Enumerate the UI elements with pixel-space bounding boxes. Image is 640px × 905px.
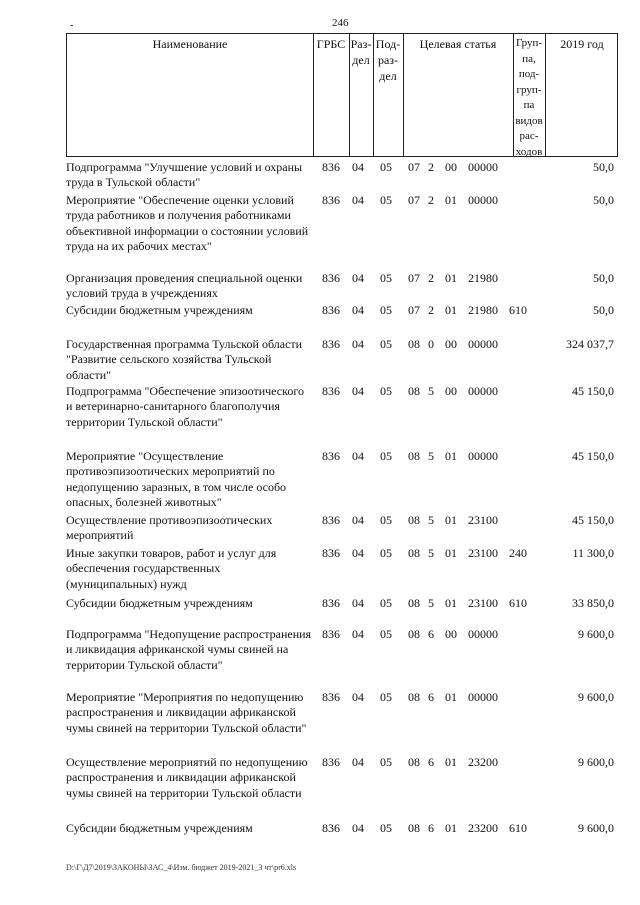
row-name: Государственная программа Тульской области "Развитие сельского хозяйства Тульской области": [66, 337, 303, 382]
row-c3: 01: [445, 513, 457, 527]
row-grbs: 836: [322, 596, 340, 610]
row-amount: 50,0: [593, 160, 614, 174]
header-grbs: ГРБС: [316, 37, 346, 51]
header-razdel: Раз- дел: [350, 37, 372, 67]
row-c3: 01: [445, 755, 457, 769]
row-c1: 07: [408, 303, 420, 317]
row-c2: 6: [428, 755, 434, 769]
row-c1: 08: [408, 821, 420, 835]
row-c2: 5: [428, 513, 434, 527]
table-header: [66, 33, 618, 157]
row-c3: 00: [445, 627, 457, 641]
row-c4: 00000: [468, 627, 498, 641]
row-pr: 05: [380, 449, 392, 463]
row-name: Осуществление противоэпизоотических мероприятий: [66, 513, 273, 543]
row-c1: 07: [408, 160, 420, 174]
row-c1: 08: [408, 546, 420, 560]
row-grbs: 836: [322, 384, 340, 398]
row-c2: 0: [428, 337, 434, 351]
row-c1: 08: [408, 384, 420, 398]
row-amount: 50,0: [593, 193, 614, 207]
row-name: Подпрограмма "Улучшение условий и охраны труда в Тульской области": [66, 160, 303, 190]
row-pr: 05: [380, 821, 392, 835]
row-c1: 08: [408, 449, 420, 463]
row-c3: 01: [445, 546, 457, 560]
row-c4: 00000: [468, 384, 498, 398]
row-c1: 08: [408, 755, 420, 769]
row-c3: 01: [445, 303, 457, 317]
row-c4: 23200: [468, 821, 498, 835]
row-grbs: 836: [322, 821, 340, 835]
row-rz: 04: [352, 821, 364, 835]
row-grbs: 836: [322, 690, 340, 704]
row-rz: 04: [352, 160, 364, 174]
row-rz: 04: [352, 449, 364, 463]
row-amount: 9 600,0: [578, 821, 614, 835]
file-path: D:\Г\Д7\2019\ЗАКОНЫ\ЗАС_4\Изм. бюджет 2019-2021_3 чт\pr6.xls: [66, 863, 297, 872]
row-grbs: 836: [322, 193, 340, 207]
row-pr: 05: [380, 271, 392, 285]
row-c2: 2: [428, 160, 434, 174]
row-pr: 05: [380, 690, 392, 704]
row-c1: 08: [408, 513, 420, 527]
row-pr: 05: [380, 627, 392, 641]
row-c2: 2: [428, 303, 434, 317]
row-grbs: 836: [322, 513, 340, 527]
row-c3: 00: [445, 384, 457, 398]
row-c3: 01: [445, 690, 457, 704]
row-c2: 5: [428, 546, 434, 560]
row-rz: 04: [352, 384, 364, 398]
row-c3: 01: [445, 821, 457, 835]
row-grbs: 836: [322, 303, 340, 317]
row-vr: 610: [509, 596, 527, 610]
row-amount: 45 150,0: [572, 384, 614, 398]
row-pr: 05: [380, 160, 392, 174]
row-name: Мероприятие "Мероприятия по недопущению распространения и ликвидации африканской чумы свиней на территории Тульской области": [66, 690, 307, 735]
row-name: Мероприятие "Осуществление противоэпизоотических мероприятий по недопущению заразных, в том числе особо опасных, болезней животных": [66, 449, 287, 510]
row-grbs: 836: [322, 160, 340, 174]
row-c4: 00000: [468, 337, 498, 351]
header-year: 2019 год: [560, 37, 604, 51]
row-amount: 33 850,0: [572, 596, 614, 610]
row-c1: 08: [408, 627, 420, 641]
row-c4: 00000: [468, 193, 498, 207]
row-pr: 05: [380, 513, 392, 527]
row-rz: 04: [352, 337, 364, 351]
row-rz: 04: [352, 596, 364, 610]
row-rz: 04: [352, 193, 364, 207]
row-c4: 21980: [468, 271, 498, 285]
page-number: 246: [332, 17, 349, 29]
row-name: Организация проведения специальной оценки условий труда в учреждениях: [66, 271, 303, 301]
row-pr: 05: [380, 755, 392, 769]
row-pr: 05: [380, 337, 392, 351]
row-amount: 50,0: [593, 303, 614, 317]
row-c4: 00000: [468, 690, 498, 704]
row-c2: 6: [428, 690, 434, 704]
row-c2: 5: [428, 596, 434, 610]
row-c3: 00: [445, 337, 457, 351]
row-name: Иные закупки товаров, работ и услуг для обеспечения государственных (муниципальных) нужд: [66, 546, 277, 591]
row-name: Подпрограмма "Недопущение распространения и ликвидация африканской чумы свиней на территории Тульской области": [66, 627, 312, 672]
row-grbs: 836: [322, 449, 340, 463]
row-rz: 04: [352, 755, 364, 769]
corner-mark: -: [70, 20, 74, 31]
row-amount: 9 600,0: [578, 690, 614, 704]
row-name: Осуществление мероприятий по недопущению распространения и ликвидации африканской чумы свиней на территории Тульской области: [66, 755, 308, 800]
row-c3: 01: [445, 193, 457, 207]
row-pr: 05: [380, 303, 392, 317]
row-rz: 04: [352, 690, 364, 704]
row-amount: 45 150,0: [572, 449, 614, 463]
row-c3: 00: [445, 160, 457, 174]
row-c1: 08: [408, 690, 420, 704]
row-name: Субсидии бюджетным учреждениям: [66, 596, 253, 610]
row-c3: 01: [445, 596, 457, 610]
row-rz: 04: [352, 303, 364, 317]
row-pr: 05: [380, 384, 392, 398]
row-vr: 240: [509, 546, 527, 560]
row-name: Подпрограмма "Обеспечение эпизоотического и ветеринарно-санитарного благополучия территории Тульской области": [66, 384, 304, 429]
row-c2: 5: [428, 449, 434, 463]
row-amount: 9 600,0: [578, 755, 614, 769]
row-c4: 23100: [468, 546, 498, 560]
row-rz: 04: [352, 546, 364, 560]
header-name: Наименование: [152, 37, 228, 51]
row-grbs: 836: [322, 755, 340, 769]
header-podrazdel: Под- раз- дел: [375, 37, 401, 83]
row-c4: 00000: [468, 160, 498, 174]
row-pr: 05: [380, 546, 392, 560]
row-name: Субсидии бюджетным учреждениям: [66, 303, 253, 317]
row-c4: 21980: [468, 303, 498, 317]
row-vr: 610: [509, 821, 527, 835]
row-name: Мероприятие "Обеспечение оценки условий труда работников и получения работниками объективной информации о состоянии условий труда на их рабочих местах": [66, 193, 309, 254]
row-c2: 2: [428, 193, 434, 207]
row-c4: 23200: [468, 755, 498, 769]
row-c4: 00000: [468, 449, 498, 463]
row-amount: 11 300,0: [572, 546, 614, 560]
row-amount: 50,0: [593, 271, 614, 285]
row-grbs: 836: [322, 337, 340, 351]
row-grbs: 836: [322, 546, 340, 560]
row-grbs: 836: [322, 271, 340, 285]
row-c2: 6: [428, 627, 434, 641]
row-c2: 5: [428, 384, 434, 398]
row-rz: 04: [352, 513, 364, 527]
row-rz: 04: [352, 627, 364, 641]
row-c2: 2: [428, 271, 434, 285]
row-pr: 05: [380, 193, 392, 207]
row-c1: 07: [408, 193, 420, 207]
row-pr: 05: [380, 596, 392, 610]
header-gruppa: Груп- па, под- груп- па видов рас- ходов: [515, 37, 543, 158]
row-c4: 23100: [468, 596, 498, 610]
row-c3: 01: [445, 271, 457, 285]
header-celevaya: Целевая статья: [419, 37, 497, 51]
row-c1: 07: [408, 271, 420, 285]
row-c1: 08: [408, 337, 420, 351]
row-c2: 6: [428, 821, 434, 835]
row-amount: 45 150,0: [572, 513, 614, 527]
row-amount: 9 600,0: [578, 627, 614, 641]
row-amount: 324 037,7: [566, 337, 614, 351]
row-grbs: 836: [322, 627, 340, 641]
row-name: Субсидии бюджетным учреждениям: [66, 821, 253, 835]
row-rz: 04: [352, 271, 364, 285]
row-c4: 23100: [468, 513, 498, 527]
row-vr: 610: [509, 303, 527, 317]
row-c3: 01: [445, 449, 457, 463]
row-c1: 08: [408, 596, 420, 610]
